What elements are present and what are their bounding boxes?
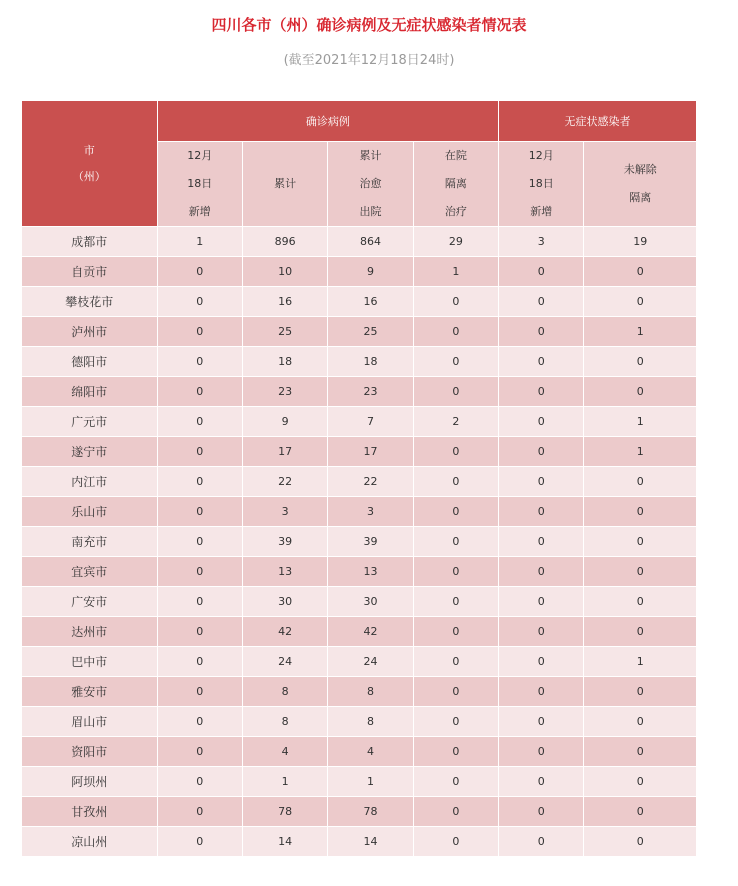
confirmed-new-cell: 0 — [158, 317, 242, 346]
hospitalized-cell: 2 — [414, 407, 498, 436]
hospitalized-cell: 0 — [414, 797, 498, 826]
table-row — [22, 707, 696, 736]
asymptomatic-new-cell: 0 — [499, 317, 583, 346]
city-header-line-2: （州） — [72, 169, 106, 183]
table-row — [22, 587, 696, 616]
asymptomatic-isolation-header — [584, 142, 696, 226]
confirmed-total-header — [243, 142, 327, 226]
asymptomatic-isolation-cell: 0 — [584, 617, 696, 646]
hospitalized-cell: 0 — [414, 377, 498, 406]
confirmed-new-cell: 0 — [158, 707, 242, 736]
hospitalized-cell: 0 — [414, 737, 498, 766]
asymptomatic-isolation-cell: 0 — [584, 827, 696, 856]
confirmed-new-cell: 0 — [158, 647, 242, 676]
header-text: 新增 — [530, 205, 553, 218]
confirmed-total-cell: 39 — [243, 527, 327, 556]
city-cell: 内江市 — [22, 467, 157, 496]
asymptomatic-isolation-cell: 0 — [584, 557, 696, 586]
confirmed-total-cell: 4 — [243, 737, 327, 766]
confirmed-new-cell: 0 — [158, 257, 242, 286]
table-row — [22, 557, 696, 586]
header-text: 新增 — [188, 205, 211, 218]
table-row — [22, 677, 696, 706]
hospitalized-header — [414, 142, 498, 226]
hospitalized-cell: 0 — [414, 317, 498, 346]
table-row — [22, 287, 696, 316]
confirmed-new-cell: 0 — [158, 827, 242, 856]
city-cell: 阿坝州 — [22, 767, 157, 796]
confirmed-new-cell: 0 — [158, 527, 242, 556]
cured-total-cell: 39 — [328, 527, 412, 556]
confirmed-total-cell: 1 — [243, 767, 327, 796]
asymptomatic-new-cell: 0 — [499, 707, 583, 736]
cured-total-cell: 8 — [328, 677, 412, 706]
confirmed-total-cell: 896 — [243, 227, 327, 256]
hospitalized-cell: 29 — [414, 227, 498, 256]
hospitalized-cell: 0 — [414, 497, 498, 526]
asymptomatic-isolation-cell: 0 — [584, 347, 696, 376]
confirmed-total-cell: 78 — [243, 797, 327, 826]
table-row — [22, 317, 696, 346]
asymptomatic-isolation-cell: 1 — [584, 647, 696, 676]
city-cell: 遂宁市 — [22, 437, 157, 466]
city-cell: 绵阳市 — [22, 377, 157, 406]
confirmed-new-cell: 0 — [158, 347, 242, 376]
hospitalized-cell: 0 — [414, 767, 498, 796]
city-cell: 眉山市 — [22, 707, 157, 736]
city-column-header — [22, 101, 157, 226]
table-row — [22, 467, 696, 496]
cured-total-cell: 14 — [328, 827, 412, 856]
asymptomatic-new-cell: 0 — [499, 617, 583, 646]
asymptomatic-new-cell: 0 — [499, 287, 583, 316]
asymptomatic-new-cell: 0 — [499, 257, 583, 286]
hospitalized-cell: 0 — [414, 707, 498, 736]
asymptomatic-isolation-cell: 0 — [584, 737, 696, 766]
confirmed-total-cell: 3 — [243, 497, 327, 526]
cured-total-cell: 8 — [328, 707, 412, 736]
asymptomatic-isolation-cell: 1 — [584, 317, 696, 346]
city-cell: 德阳市 — [22, 347, 157, 376]
hospitalized-cell: 0 — [414, 347, 498, 376]
asymptomatic-new-cell: 0 — [499, 797, 583, 826]
cured-total-cell: 25 — [328, 317, 412, 346]
table-row — [22, 647, 696, 676]
confirmed-total-cell: 24 — [243, 647, 327, 676]
asymptomatic-isolation-cell: 0 — [584, 257, 696, 286]
confirmed-new-cell: 0 — [158, 677, 242, 706]
confirmed-total-cell: 14 — [243, 827, 327, 856]
cured-total-cell: 30 — [328, 587, 412, 616]
asymptomatic-new-cell: 0 — [499, 437, 583, 466]
asymptomatic-isolation-cell: 0 — [584, 497, 696, 526]
table-row — [22, 407, 696, 436]
confirmed-new-cell: 0 — [158, 287, 242, 316]
asymptomatic-new-cell: 0 — [499, 677, 583, 706]
table-row — [22, 797, 696, 826]
asymptomatic-new-cell: 0 — [499, 587, 583, 616]
city-cell: 雅安市 — [22, 677, 157, 706]
city-cell: 自贡市 — [22, 257, 157, 286]
header-text: 治疗 — [444, 205, 467, 218]
confirmed-new-cell: 0 — [158, 467, 242, 496]
table-row — [22, 767, 696, 796]
asymptomatic-isolation-cell: 19 — [584, 227, 696, 256]
confirmed-total-cell: 10 — [243, 257, 327, 286]
header-text: 12月 — [187, 149, 213, 162]
city-cell: 乐山市 — [22, 497, 157, 526]
city-cell: 巴中市 — [22, 647, 157, 676]
asymptomatic-isolation-cell: 0 — [584, 677, 696, 706]
table-row — [22, 737, 696, 766]
city-cell: 广元市 — [22, 407, 157, 436]
hospitalized-cell: 1 — [414, 257, 498, 286]
cured-total-cell: 13 — [328, 557, 412, 586]
asymptomatic-new-cell: 0 — [499, 527, 583, 556]
header-text: 出院 — [359, 205, 382, 218]
confirmed-total-cell: 25 — [243, 317, 327, 346]
header-text: 累计 — [274, 177, 297, 190]
confirmed-new-cell: 0 — [158, 407, 242, 436]
asymptomatic-isolation-cell: 0 — [584, 797, 696, 826]
asymptomatic-new-cell: 0 — [499, 737, 583, 766]
hospitalized-cell: 0 — [414, 617, 498, 646]
city-cell: 广安市 — [22, 587, 157, 616]
confirmed-total-cell: 13 — [243, 557, 327, 586]
confirmed-total-cell: 8 — [243, 677, 327, 706]
city-cell: 南充市 — [22, 527, 157, 556]
header-text: 12月 — [528, 149, 554, 162]
confirmed-total-cell: 17 — [243, 437, 327, 466]
confirmed-total-cell: 9 — [243, 407, 327, 436]
cured-total-cell: 42 — [328, 617, 412, 646]
hospitalized-cell: 0 — [414, 557, 498, 586]
header-text: 18日 — [528, 177, 554, 190]
cured-total-cell: 22 — [328, 467, 412, 496]
confirmed-new-cell: 0 — [158, 557, 242, 586]
table-row — [22, 257, 696, 286]
page-subtitle: (截至2021年12月18日24时) — [283, 53, 455, 68]
header-text: 隔离 — [444, 177, 467, 190]
table-row — [22, 437, 696, 466]
asymptomatic-isolation-cell: 0 — [584, 707, 696, 736]
confirmed-new-cell: 0 — [158, 377, 242, 406]
header-text: 隔离 — [629, 191, 652, 204]
asymptomatic-new-cell: 3 — [499, 227, 583, 256]
city-cell: 达州市 — [22, 617, 157, 646]
asymptomatic-new-cell: 0 — [499, 557, 583, 586]
cured-total-cell: 78 — [328, 797, 412, 826]
covid-case-table — [21, 100, 697, 857]
table-row — [22, 227, 696, 256]
cured-total-cell: 3 — [328, 497, 412, 526]
header-text: 未解除 — [623, 163, 657, 176]
asymptomatic-isolation-cell: 0 — [584, 767, 696, 796]
city-cell: 宜宾市 — [22, 557, 157, 586]
hospitalized-cell: 0 — [414, 437, 498, 466]
hospitalized-cell: 0 — [414, 287, 498, 316]
asymptomatic-new-header — [499, 142, 583, 226]
asymptomatic-new-cell: 0 — [499, 377, 583, 406]
table-row — [22, 617, 696, 646]
header-text: 治愈 — [359, 177, 382, 190]
table-body — [22, 227, 696, 856]
header-text: 18日 — [187, 177, 213, 190]
confirmed-new-cell: 0 — [158, 617, 242, 646]
table-row — [22, 827, 696, 856]
hospitalized-cell: 0 — [414, 527, 498, 556]
cured-total-cell: 18 — [328, 347, 412, 376]
table-row — [22, 347, 696, 376]
table-row — [22, 497, 696, 526]
cured-total-cell: 17 — [328, 437, 412, 466]
hospitalized-cell: 0 — [414, 677, 498, 706]
asymptomatic-isolation-cell: 0 — [584, 587, 696, 616]
confirmed-total-cell: 16 — [243, 287, 327, 316]
asymptomatic-new-cell: 0 — [499, 497, 583, 526]
cured-total-cell: 23 — [328, 377, 412, 406]
cured-total-cell: 7 — [328, 407, 412, 436]
confirmed-new-cell: 0 — [158, 437, 242, 466]
asymptomatic-isolation-cell: 1 — [584, 407, 696, 436]
hospitalized-cell: 0 — [414, 587, 498, 616]
city-cell: 凉山州 — [22, 827, 157, 856]
confirmed-new-cell: 0 — [158, 737, 242, 766]
table-row — [22, 527, 696, 556]
confirmed-total-cell: 30 — [243, 587, 327, 616]
city-header-line-1: 市 — [83, 143, 95, 157]
asymptomatic-new-cell: 0 — [499, 827, 583, 856]
confirmed-new-cell: 0 — [158, 797, 242, 826]
confirmed-total-cell: 23 — [243, 377, 327, 406]
cured-total-cell: 9 — [328, 257, 412, 286]
asymptomatic-group-header: 无症状感染者 — [499, 101, 696, 141]
city-cell: 资阳市 — [22, 737, 157, 766]
hospitalized-cell: 0 — [414, 467, 498, 496]
city-cell: 攀枝花市 — [22, 287, 157, 316]
confirmed-new-cell: 0 — [158, 587, 242, 616]
asymptomatic-new-cell: 0 — [499, 647, 583, 676]
hospitalized-cell: 0 — [414, 827, 498, 856]
confirmed-group-header: 确诊病例 — [158, 101, 499, 141]
confirmed-total-cell: 8 — [243, 707, 327, 736]
asymptomatic-isolation-cell: 0 — [584, 467, 696, 496]
asymptomatic-isolation-cell: 0 — [584, 527, 696, 556]
cured-total-cell: 24 — [328, 647, 412, 676]
confirmed-total-cell: 18 — [243, 347, 327, 376]
asymptomatic-new-cell: 0 — [499, 407, 583, 436]
asymptomatic-isolation-cell: 1 — [584, 437, 696, 466]
city-cell: 泸州市 — [22, 317, 157, 346]
cured-total-cell: 16 — [328, 287, 412, 316]
city-cell: 成都市 — [22, 227, 157, 256]
confirmed-new-header — [158, 142, 242, 226]
asymptomatic-new-cell: 0 — [499, 767, 583, 796]
header-text: 累计 — [359, 149, 382, 162]
cured-total-cell: 1 — [328, 767, 412, 796]
asymptomatic-isolation-cell: 0 — [584, 287, 696, 316]
confirmed-new-cell: 1 — [158, 227, 242, 256]
table-row — [22, 377, 696, 406]
city-cell: 甘孜州 — [22, 797, 157, 826]
confirmed-new-cell: 0 — [158, 767, 242, 796]
header-text: 在院 — [444, 149, 467, 162]
confirmed-total-cell: 42 — [243, 617, 327, 646]
confirmed-new-cell: 0 — [158, 497, 242, 526]
cured-total-cell: 4 — [328, 737, 412, 766]
page-title: 四川各市（州）确诊病例及无症状感染者情况表 — [211, 16, 527, 34]
cured-total-cell: 864 — [328, 227, 412, 256]
confirmed-total-cell: 22 — [243, 467, 327, 496]
cured-total-header — [328, 142, 412, 226]
asymptomatic-new-cell: 0 — [499, 467, 583, 496]
asymptomatic-isolation-cell: 0 — [584, 377, 696, 406]
hospitalized-cell: 0 — [414, 647, 498, 676]
asymptomatic-new-cell: 0 — [499, 347, 583, 376]
